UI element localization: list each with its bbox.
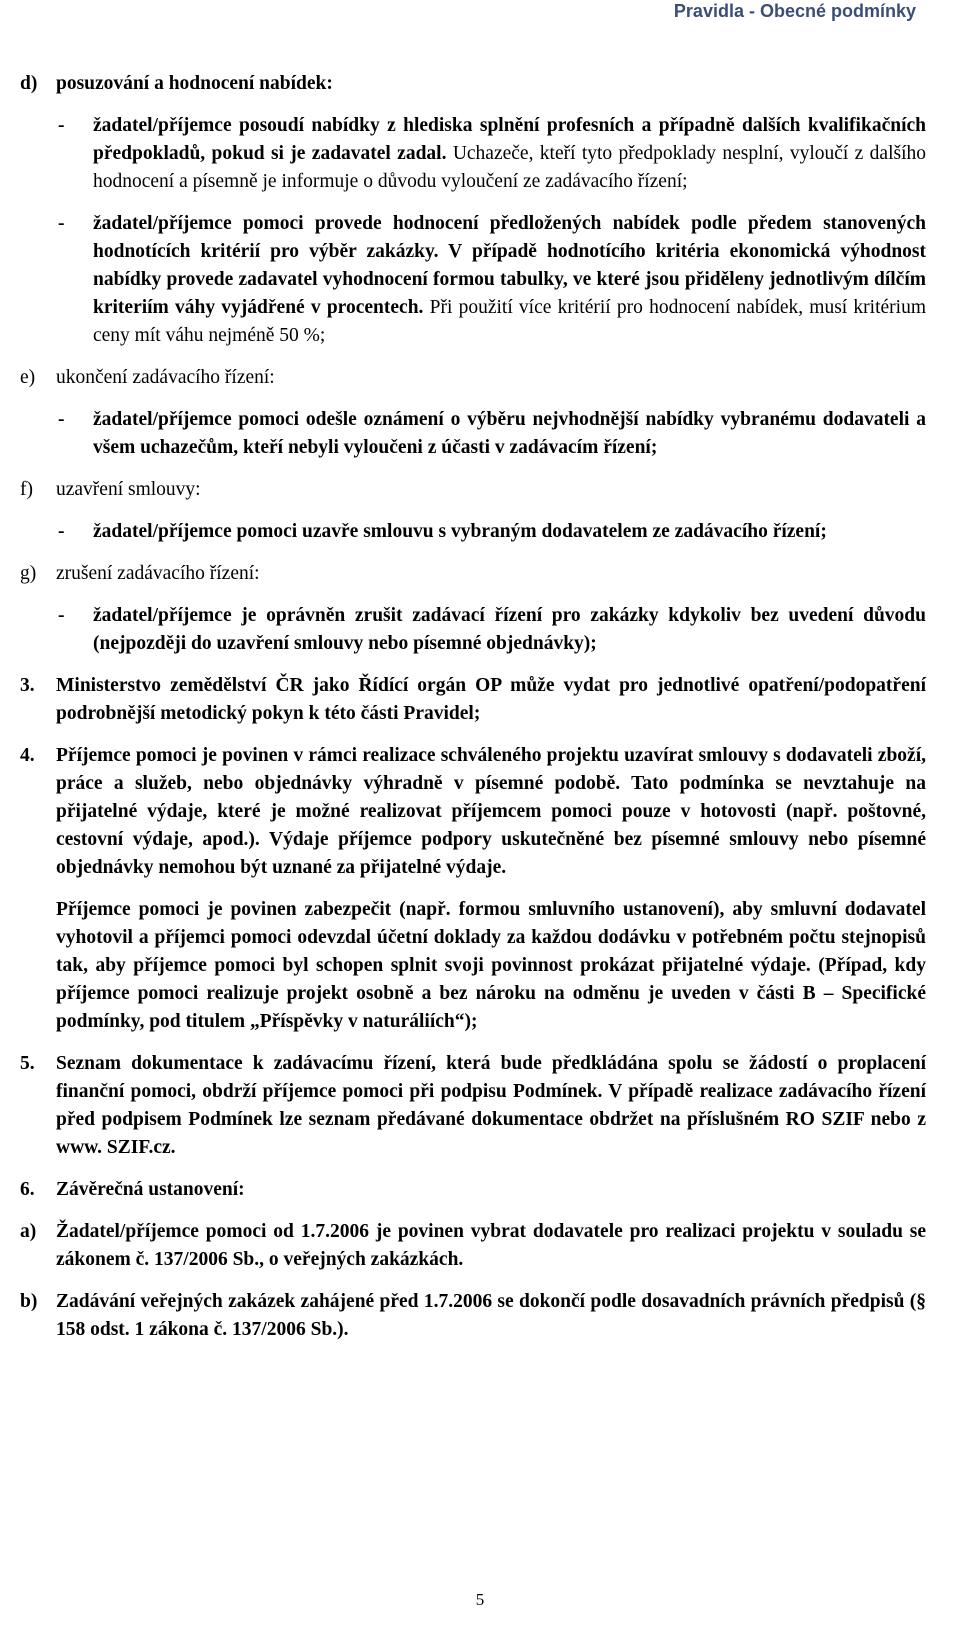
point-heading: Závěrečná ustanovení: bbox=[56, 1179, 245, 1200]
item-text-bold: žadatel/příjemce pomoci provede hodnocení předložených nabídek podle předem stanovených hodnotících kritérií pro výběr zakázky. V případě hodnotícího kritéria ekonomická výhodnost nabídky provede zadavatel vyhodnocení formou tabulky, ve které jsou přiděleny jednotlivým dílčím kriteriím váhy vyjádřené v procentech. bbox=[93, 213, 926, 318]
section-heading-text: uzavření smlouvy: bbox=[56, 479, 201, 500]
dash-bullet: - bbox=[58, 605, 65, 626]
page-number: 5 bbox=[475, 1590, 485, 1609]
section-e-heading bbox=[20, 364, 926, 392]
dash-bullet: - bbox=[58, 115, 65, 136]
page-content bbox=[20, 70, 926, 1358]
point-text: Seznam dokumentace k zadávacímu řízení, která bude předkládána spolu se žádostí o proplacení finanční pomoci, obdrží příjemce pomoci při podpisu Podmínek. V případě realizace zadávacího řízení před podpisem Podmínek lze seznam předávané dokumentace obdržet na příslušném RO SZIF nebo z www. SZIF.cz. bbox=[56, 1053, 926, 1158]
section-d-heading bbox=[20, 70, 926, 98]
section-e-item-1 bbox=[20, 406, 926, 462]
point-4 bbox=[20, 742, 926, 882]
item-text-regular: Při použití více kritérií pro hodnocení nabídek, musí kritérium ceny mít váhu nejméně 50 %; bbox=[93, 297, 926, 346]
final-provision-a bbox=[20, 1218, 926, 1274]
section-label: g) bbox=[20, 563, 37, 584]
point-text: Ministerstvo zemědělství ČR jako Řídící orgán OP může vydat pro jednotlivé opatření/podopatření podrobnější metodický pokyn k této části Pravidel; bbox=[56, 675, 926, 724]
section-label: e) bbox=[20, 367, 36, 388]
section-f-item-1 bbox=[20, 518, 926, 546]
provision-text: Žadatel/příjemce pomoci od 1.7.2006 je povinen vybrat dodavatele pro realizaci projektu v souladu se zákonem č. 137/2006 Sb., o veřejných zakázkách. bbox=[56, 1221, 926, 1270]
provision-label: a) bbox=[20, 1221, 37, 1242]
point-number: 6. bbox=[20, 1179, 35, 1200]
item-text bbox=[93, 210, 926, 350]
provision-text: Zadávání veřejných zakázek zahájené před 1.7.2006 se dokončí podle dosavadních právních předpisů (§ 158 odst. 1 zákona č. 137/2006 Sb.). bbox=[56, 1291, 926, 1340]
point-6 bbox=[20, 1176, 926, 1204]
running-header: Pravidla - Obecné podmínky bbox=[673, 1, 916, 21]
point-5 bbox=[20, 1050, 926, 1162]
point-3 bbox=[20, 672, 926, 728]
point-number: 4. bbox=[20, 745, 35, 766]
final-provision-b bbox=[20, 1288, 926, 1344]
item-text-regular: Uchazeče, kteří tyto předpoklady nesplní, vyloučí z dalšího hodnocení a písemně je informuje o důvodu vyloučení ze zadávacího řízení; bbox=[93, 143, 926, 192]
dash-bullet: - bbox=[58, 213, 65, 234]
section-label: d) bbox=[20, 73, 38, 94]
section-heading-text: zrušení zadávacího řízení: bbox=[56, 563, 260, 584]
point-number: 5. bbox=[20, 1053, 35, 1074]
item-text bbox=[93, 602, 926, 658]
item-text-bold: žadatel/příjemce posoudí nabídky z hlediska splnění profesních a případně dalších kvalifikačních předpokladů, pokud si je zadavatel zadal. bbox=[93, 115, 926, 164]
item-text bbox=[93, 406, 926, 462]
item-text-bold: žadatel/příjemce pomoci odešle oznámení o výběru nejvhodnější nabídky vybranému dodavateli a všem uchazečům, kteří nebyli vyloučeni z účasti v zadávacím řízení; bbox=[93, 409, 926, 458]
point-number: 3. bbox=[20, 675, 35, 696]
section-f-heading bbox=[20, 476, 926, 504]
section-heading-text: ukončení zadávacího řízení: bbox=[56, 367, 275, 388]
item-text-bold: žadatel/příjemce pomoci uzavře smlouvu s vybraným dodavatelem ze zadávacího řízení; bbox=[93, 521, 827, 542]
item-text bbox=[93, 112, 926, 196]
section-d-item-1 bbox=[20, 112, 926, 196]
item-text bbox=[93, 518, 926, 546]
item-text-bold: žadatel/příjemce je oprávněn zrušit zadávací řízení pro zakázky kdykoliv bez uvedení důvodu (nejpozději do uzavření smlouvy nebo písemné objednávky); bbox=[93, 605, 926, 654]
point-text: Příjemce pomoci je povinen v rámci realizace schváleného projektu uzavírat smlouvy s dodavateli zboží, práce a služeb, nebo objednávky výhradně v písemné podobě. Tato podmínka se nevztahuje na přijatelné výdaje, které je možné realizovat příjemcem pomoci pouze v hotovosti (např. poštovné, cestovní výdaje, apod.). Výdaje příjemce podpory uskutečněné bez písemné smlouvy nebo písemné objednávky nemohou být uznané za přijatelné výdaje. bbox=[56, 745, 926, 878]
section-label: f) bbox=[20, 479, 33, 500]
section-g-heading bbox=[20, 560, 926, 588]
section-d-item-2 bbox=[20, 210, 926, 350]
section-g-item-1 bbox=[20, 602, 926, 658]
provision-label: b) bbox=[20, 1291, 38, 1312]
dash-bullet: - bbox=[58, 521, 65, 542]
dash-bullet: - bbox=[58, 409, 65, 430]
section-heading-text: posuzování a hodnocení nabídek: bbox=[56, 73, 333, 94]
point-4-paragraph-2: Příjemce pomoci je povinen zabezpečit (např. formou smluvního ustanovení), aby smluvní dodavatel vyhotovil a příjemci pomoci odevzdal účetní doklady za každou dodávku v potřebném počtu stejnopisů tak, aby příjemce pomoci byl schopen splnit svoji povinnost prokázat přijatelné výdaje. (Případ, kdy příjemce pomoci realizuje projekt osobně a bez nároku na odměnu je uveden v části B – Specifické podmínky, pod titulem „Příspěvky v naturáliích“); bbox=[56, 899, 926, 1032]
